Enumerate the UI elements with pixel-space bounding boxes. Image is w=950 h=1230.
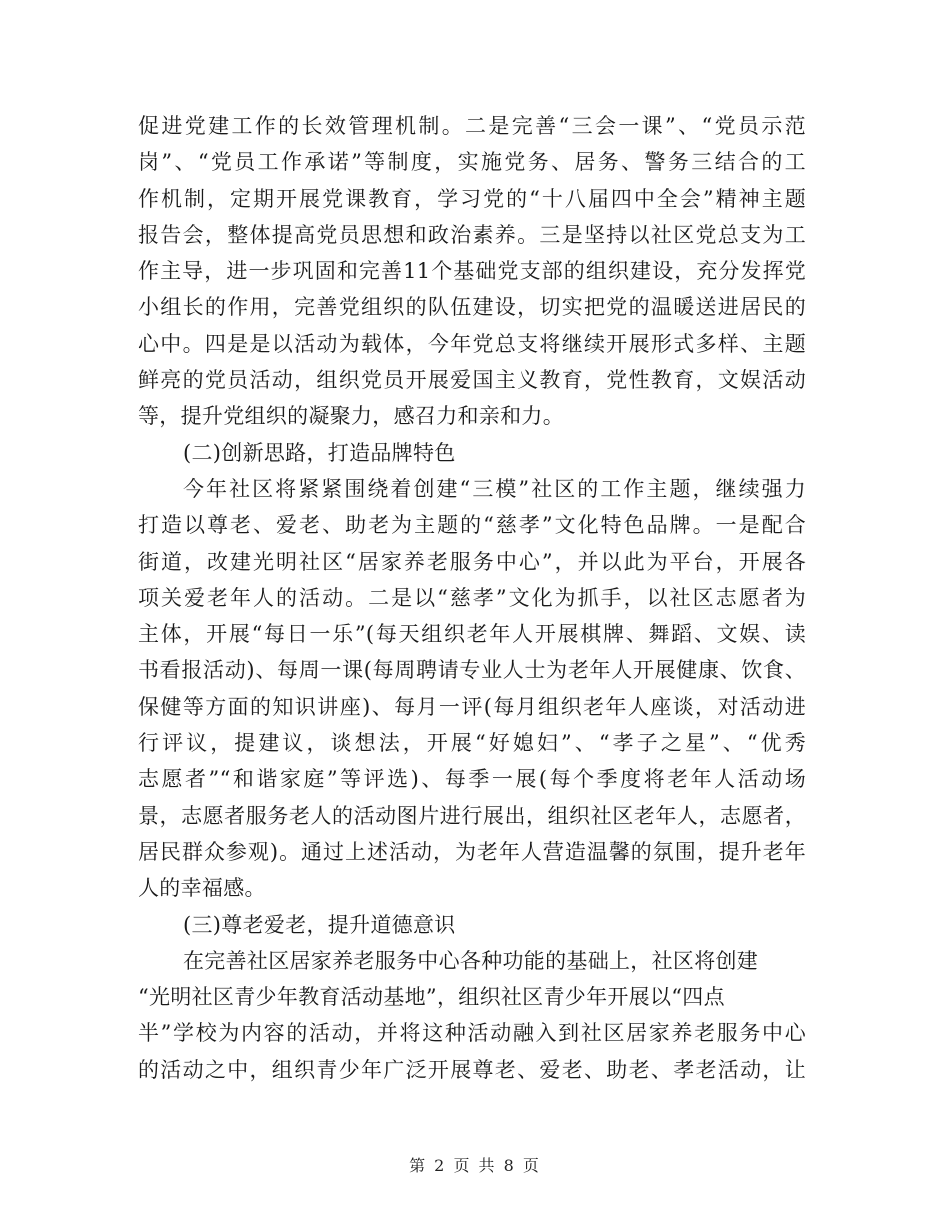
text-line: 岗”、“党员工作承诺”等制度，实施党务、居务、警务三结合的工 (138, 150, 806, 175)
text-line: 主体，开展“每日一乐”(每天组织老年人开展棋牌、舞蹈、文娱、读 (138, 622, 806, 647)
text-line: (三)尊老爱老，提升道德意识 (183, 912, 456, 937)
text-line: 保健等方面的知识讲座)、每月一评(每月组织老年人座谈，对活动进 (138, 694, 806, 719)
text-line: 作主导，进一步巩固和完善11个基础党支部的组织建设，充分发挥党 (138, 259, 806, 284)
text-line: 促进党建工作的长效管理机制。二是完善“三会一课”、“党员示范 (138, 114, 806, 138)
text-line: 半”学校为内容的活动，并将这种活动融入到社区居家养老服务中心 (138, 1021, 806, 1046)
text-line: 居民群众参观)。通过上述活动，为老年人营造温馨的氛围，提升老年 (138, 839, 806, 864)
text-line: 行评议，提建议，谈想法，开展“好媳妇”、“孝子之星”、“优秀 (138, 731, 806, 756)
text-line: 作机制，定期开展党课教育，学习党的“十八届四中全会”精神主题 (138, 186, 806, 211)
text-line: 书看报活动)、每周一课(每周聘请专业人士为老年人开展健康、饮食、 (138, 658, 806, 683)
text-line: 街道，改建光明社区“居家养老服务中心”，并以此为平台，开展各 (138, 549, 806, 574)
text-line: 报告会，整体提高党员思想和政治素养。三是坚持以社区党总支为工 (138, 222, 806, 247)
text-line: (二)创新思路，打造品牌特色 (183, 440, 456, 465)
text-line: 今年社区将紧紧围绕着创建“三模”社区的工作主题，继续强力 (183, 476, 806, 501)
text-line: 小组长的作用，完善党组织的队伍建设，切实把党的温暖送进居民的 (138, 295, 806, 320)
text-line: 等，提升党组织的凝聚力，感召力和亲和力。 (138, 404, 564, 429)
text-line: 鲜亮的党员活动，组织党员开展爱国主义教育，党性教育，文娱活动 (138, 368, 806, 393)
text-line: 在完善社区居家养老服务中心各种功能的基础上，社区将创建 (183, 948, 759, 973)
text-line: “光明社区青少年教育活动基地”，组织社区青少年开展以“四点 (138, 985, 725, 1010)
page-footer: 第 2 页 共 8 页 (409, 1156, 541, 1175)
text-line: 的活动之中，组织青少年广泛开展尊老、爱老、助老、孝老活动，让 (138, 1057, 806, 1082)
text-line: 人的幸福感。 (138, 876, 266, 901)
document-body (138, 108, 806, 1088)
text-line: 志愿者”“和谐家庭”等评选)、每季一展(每个季度将老年人活动场 (138, 767, 806, 792)
text-line: 项关爱老年人的活动。二是以“慈孝”文化为抓手，以社区志愿者为 (138, 585, 806, 610)
text-line: 打造以尊老、爱老、助老为主题的“慈孝”文化特色品牌。一是配合 (138, 513, 806, 538)
text-line: 心中。四是是以活动为载体，今年党总支将继续开展形式多样、主题 (138, 331, 806, 356)
text-line: 景，志愿者服务老人的活动图片进行展出，组织社区老年人，志愿者， (138, 803, 806, 828)
